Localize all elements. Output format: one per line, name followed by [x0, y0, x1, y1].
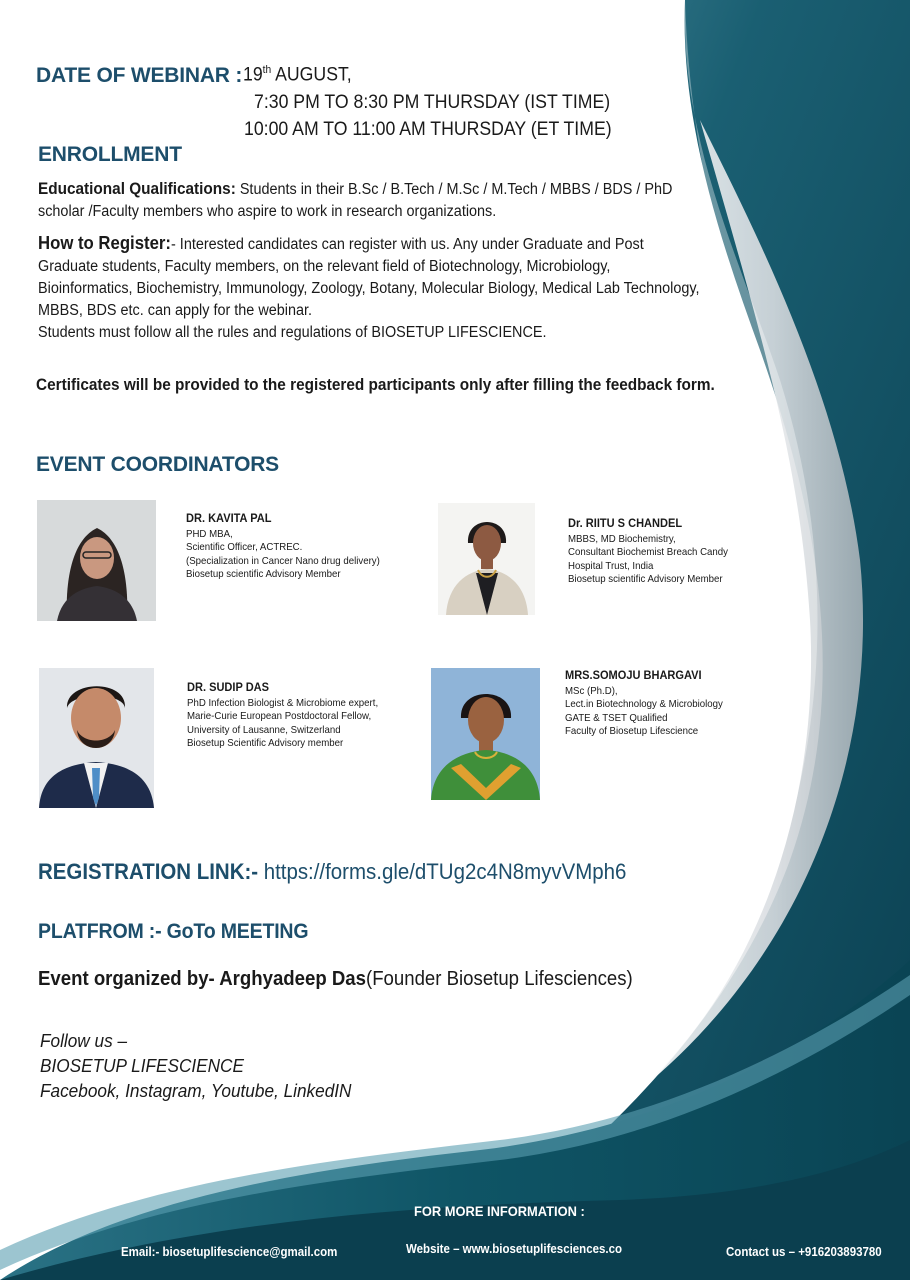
- webinar-time-ist: 7:30 PM TO 8:30 PM THURSDAY (IST TIME): [254, 92, 611, 113]
- coordinator-photo-sudip-das: [39, 668, 154, 808]
- webinar-date-label: DATE OF WEBINAR :: [36, 64, 243, 87]
- coordinator-photo-riitu-chandel: [438, 503, 535, 615]
- registration-link[interactable]: https://forms.gle/dTUg2c4N8myvVMph6: [263, 859, 627, 884]
- webinar-time-et: 10:00 AM TO 11:00 AM THURSDAY (ET TIME): [244, 119, 612, 140]
- coordinator-photo-somoju-bhargavi: [431, 668, 540, 800]
- contact-email[interactable]: Email:- biosetuplifescience@gmail.com: [121, 1245, 338, 1259]
- coordinator-bio-kavita-pal: DR. KAVITA PAL PHD MBA, Scientific Officer, ACTREC. (Specialization in Cancer Nano drug delivery) Biosetup scientific Advisory Member: [186, 511, 380, 580]
- how-to-register: How to Register:- Interested candidates can register with us. Any under Graduate and Post Graduate students, Faculty members, on the relevant field of Biotechnology, Microbiology, Bioinformatics, Biochemistry, Immunology, Zoology, Botany, Molecular Biology, Medical Lab Technology, MBBS, BDS etc. can apply for the webinar. Students must follow all the rules and regulations of BIOSETUP LIFESCIENCE.: [38, 233, 700, 341]
- coordinator-name: DR. SUDIP DAS: [187, 680, 270, 694]
- webinar-date: 19th AUGUST,: [243, 64, 352, 86]
- coordinator-bio-riitu-chandel: Dr. RIITU S CHANDEL MBBS, MD Biochemistry, Consultant Biochemist Breach Candy Hospital Trust, India Biosetup scientific Advisory Member: [568, 516, 729, 585]
- coordinator-name: MRS.SOMOJU BHARGAVI: [565, 668, 702, 682]
- educational-qualifications: Educational Qualifications: Students in their B.Sc / B.Tech / M.Sc / M.Tech / MBBS / BDS / PhD scholar /Faculty members who aspire to work in research organizations.: [38, 180, 673, 220]
- registration-line: [38, 859, 626, 885]
- event-coordinators-heading: EVENT COORDINATORS: [36, 453, 279, 476]
- organizer-info: Event organized by- Arghyadeep Das(Founder Biosetup Lifesciences): [38, 968, 633, 990]
- follow-us: Follow us – BIOSETUP LIFESCIENCE Facebook, Instagram, Youtube, LinkedIN: [40, 1030, 352, 1101]
- certificate-note: Certificates will be provided to the registered participants only after filling the feedback form.: [36, 376, 715, 394]
- coordinator-bio-somoju-bhargavi: MRS.SOMOJU BHARGAVI MSc (Ph.D), Lect.in Biotechnology & Microbiology GATE & TSET Qualified Faculty of Biosetup Lifescience: [565, 668, 723, 737]
- coordinator-bio-sudip-das: DR. SUDIP DAS PhD Infection Biologist & Microbiome expert, Marie-Curie European Postdoctoral Fellow, University of Lausanne, Switzerland Biosetup Scientific Advisory member: [187, 680, 379, 749]
- coordinator-photo-kavita-pal: [37, 500, 156, 621]
- platform-info: PLATFROM :- GoTo MEETING: [38, 920, 309, 943]
- registration-label: REGISTRATION LINK:-: [38, 859, 259, 884]
- more-information-heading: FOR MORE INFORMATION :: [414, 1203, 585, 1219]
- coordinator-name: Dr. RIITU S CHANDEL: [568, 516, 683, 530]
- enrollment-heading: ENROLLMENT: [38, 143, 182, 166]
- coordinator-name: DR. KAVITA PAL: [186, 511, 272, 525]
- website-link[interactable]: Website – www.biosetuplifesciences.co: [406, 1242, 623, 1256]
- contact-phone[interactable]: Contact us – +916203893780: [726, 1245, 882, 1259]
